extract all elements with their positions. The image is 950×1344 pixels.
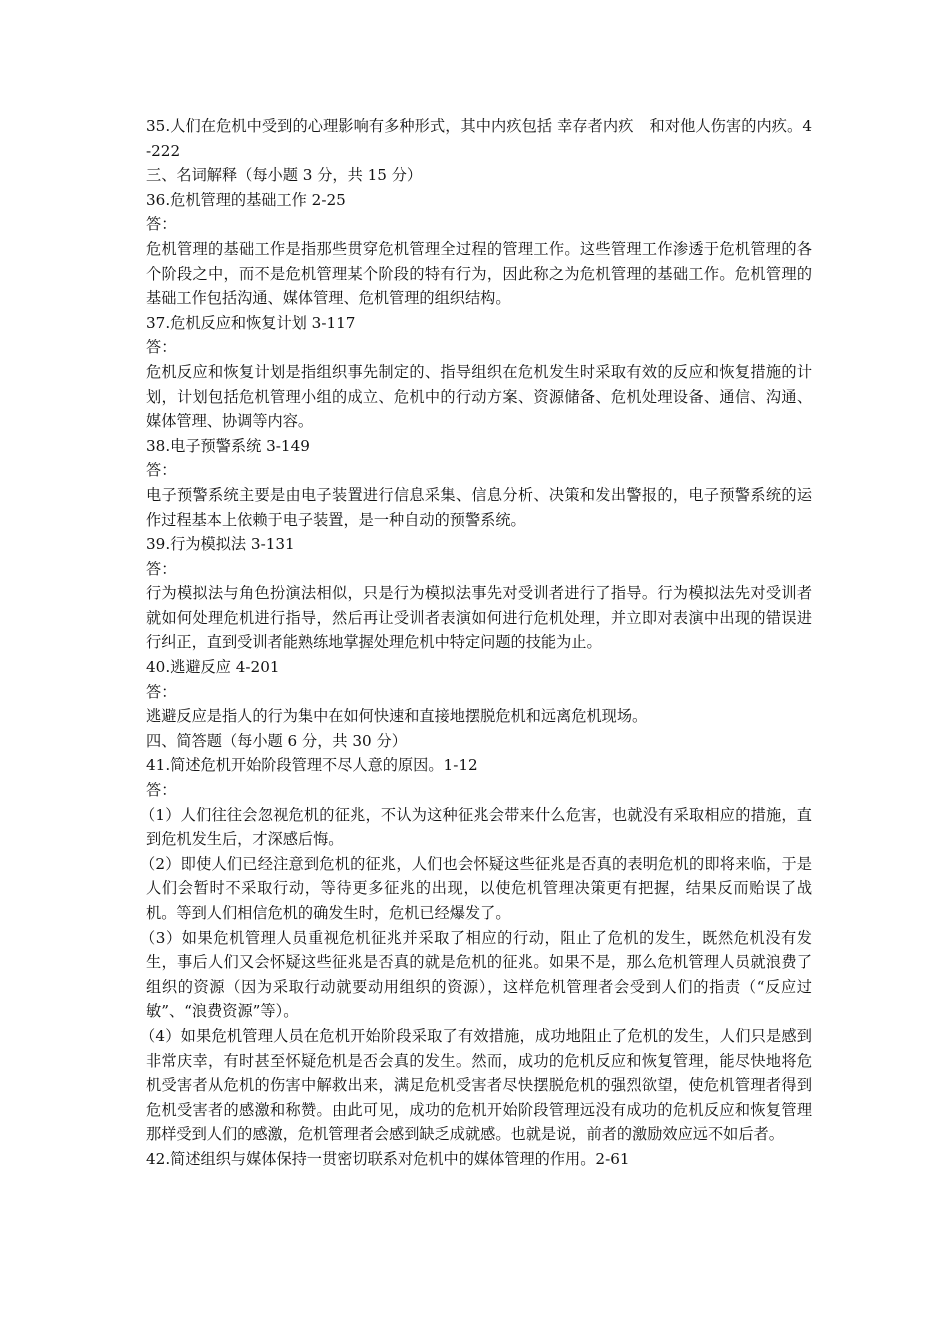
section-4-heading: 四、简答题（每小题 6 分，共 30 分） (146, 731, 407, 750)
question-41-point: （2）即使人们已经注意到危机的征兆，人们也会怀疑这些征兆是否真的表明危机的即将来临，于是人们会暂时不采取行动，等待更多征兆的出现，以使危机管理决策更有把握，结果反而贻误了战机。等到人们相信危机的确发生时，危机已经爆发了。 (140, 854, 812, 922)
question-41-point: （3）如果危机管理人员重视危机征兆并采取了相应的行动，阻止了危机的发生，既然危机没有发生，事后人们又会怀疑这些征兆是否真的就是危机的征兆。如果不是，那么危机管理人员就浪费了组织的资源（因为采取行动就要动用组织的资源），这样危机管理者会受到人们的指责（“反应过敏”、“浪费资源”等）。 (140, 928, 812, 1021)
question-38-title: 38.电子预警系统 3-149 (146, 436, 310, 455)
question-36-answer-label: 答： (146, 215, 177, 234)
document-page (140, 114, 812, 1172)
question-42-title: 42.简述组织与媒体保持一贯密切联系对危机中的媒体管理的作用。2-61 (146, 1149, 630, 1168)
question-35-text-a: 35.人们在危机中受到的心理影响有多种形式，其中内疚包括 幸存者内疚 (146, 117, 634, 135)
question-36-answer: 危机管理的基础工作是指那些贯穿危机管理全过程的管理工作。这些管理工作渗透于危机管理的各个阶段之中，而不是危机管理某个阶段的特有行为，因此称之为危机管理的基础工作。危机管理的基础工作包括沟通、媒体管理、危机管理的组织结构。 (146, 239, 812, 308)
question-39-answer-label: 答： (146, 559, 177, 578)
question-37-answer-label: 答： (146, 338, 177, 357)
section-3-heading: 三、名词解释（每小题 3 分，共 15 分） (146, 166, 423, 185)
question-38-answer: 电子预警系统主要是由电子装置进行信息采集、信息分析、决策和发出警报的，电子预警系统的运作过程基本上依赖于电子装置，是一种自动的预警系统。 (146, 485, 812, 529)
question-41-title: 41.简述危机开始阶段管理不尽人意的原因。1-12 (146, 756, 478, 775)
question-35-text-b: 和对他人伤害的内疚。4-222 (146, 117, 812, 160)
question-40-title: 40.逃避反应 4-201 (146, 658, 280, 677)
question-41-point: （4）如果危机管理人员在危机开始阶段采取了有效措施，成功地阻止了危机的发生，人们只是感到非常庆幸，有时甚至怀疑危机是否会真的发生。然而，成功的危机反应和恢复管理，能尽快地将危机受害者从危机的伤害中解救出来，满足危机受害者尽快摆脱危机的强烈欲望，使危机管理者得到危机受害者的感激和称赞。由此可见，成功的危机开始阶段管理远没有成功的危机反应和恢复管理那样受到人们的感激，危机管理者会感到缺乏成就感。也就是说，前者的激励效应远不如后者。 (140, 1026, 812, 1144)
question-36-title: 36.危机管理的基础工作 2-25 (146, 190, 346, 209)
question-40-answer: 逃避反应是指人的行为集中在如何快速和直接地摆脱危机和远离危机现场。 (146, 707, 648, 726)
question-35 (146, 114, 812, 163)
question-39-title: 39.行为模拟法 3-131 (146, 535, 295, 554)
question-41-answer-label: 答： (146, 781, 177, 800)
question-38-answer-label: 答： (146, 461, 177, 480)
question-37-answer: 危机反应和恢复计划是指组织事先制定的、指导组织在危机发生时采取有效的反应和恢复措施的计划，计划包括危机管理小组的成立、危机中的行动方案、资源储备、危机处理设备、通信、沟通、媒体管理、协调等内容。 (146, 362, 812, 431)
question-41-point: （1）人们往往会忽视危机的征兆，不认为这种征兆会带来什么危害，也就没有采取相应的措施，直到危机发生后，才深感后悔。 (140, 805, 812, 849)
question-39-answer: 行为模拟法与角色扮演法相似，只是行为模拟法事先对受训者进行了指导。行为模拟法先对受训者就如何处理危机进行指导，然后再让受训者表演如何进行危机处理，并立即对表演中出现的错误进行纠正，直到受训者能熟练地掌握处理危机中特定问题的技能为止。 (146, 584, 812, 652)
question-37-title: 37.危机反应和恢复计划 3-117 (146, 313, 356, 332)
question-40-answer-label: 答： (146, 682, 177, 701)
